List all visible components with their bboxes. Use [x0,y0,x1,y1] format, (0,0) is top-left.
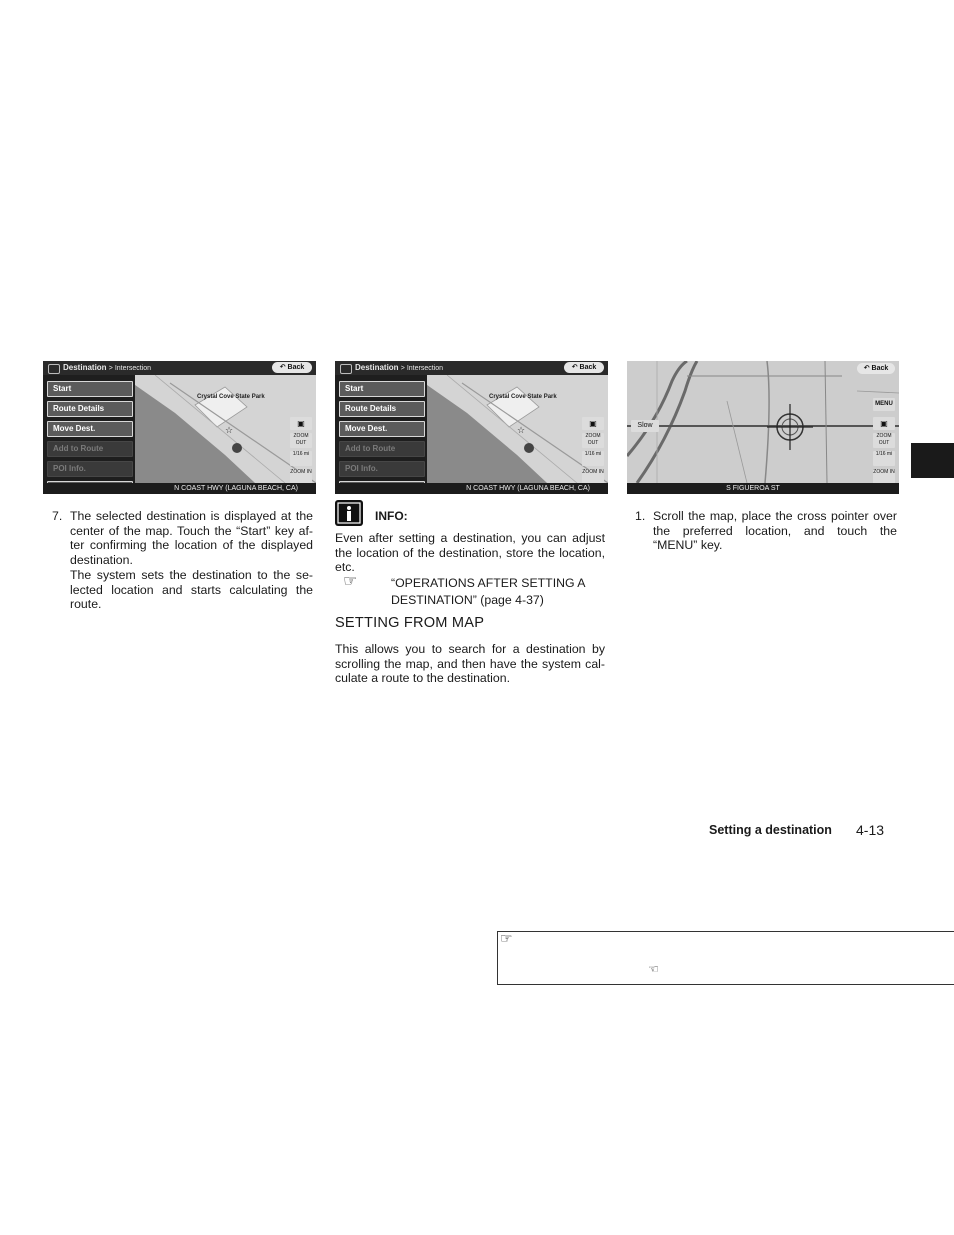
zoom-in-button[interactable]: ZOOM IN [290,469,312,484]
info-heading: INFO: [375,509,408,523]
svg-text:☆: ☆ [517,426,526,436]
pointing-hand-icon: ☜ [648,962,659,976]
street-status: N COAST HWY (LAGUNA BEACH, CA) [43,483,316,494]
menu-button[interactable]: MENU [873,398,895,411]
move-dest-button[interactable]: Move Dest. [339,421,425,437]
zoom-in-button[interactable]: ZOOM IN [873,469,895,484]
svg-text:Crystal Cove State Park: Crystal Cove State Park [197,394,265,400]
reference-hand-icon: ☞ [500,930,513,946]
screenshot-destination-map-2 [335,361,608,494]
street-status: N COAST HWY (LAGUNA BEACH, CA) [335,483,608,494]
map-scale: 1/16 mi [873,451,895,466]
save-icon[interactable]: ▣ [873,417,895,430]
move-dest-button[interactable]: Move Dest. [47,421,133,437]
chapter-tab [911,443,954,478]
map-side-buttons [873,417,895,487]
destination-icon [340,364,352,374]
zoom-out-button[interactable]: ZOOM OUT [582,433,604,448]
map-view[interactable] [627,361,899,483]
step-7-text: The selected destination is displayed at the center of the map. Touch the “Start” key af- ter confirming the location of the displayed destination. [70,509,313,567]
zoom-in-button[interactable]: ZOOM IN [582,469,604,484]
save-icon[interactable]: ▣ [290,417,312,430]
step-1-text: Scroll the map, place the cross pointer over the preferred location, and touch the “MENU” key. [653,509,897,553]
reference-box [497,931,954,985]
add-to-route-button: Add to Route [47,441,133,457]
reference-hand-icon: ☞ [343,573,358,590]
map-side-buttons [582,417,604,487]
map-side-buttons [290,417,312,487]
step-number: 7. [52,509,63,523]
back-button[interactable]: ↶ Back [564,362,604,373]
start-button[interactable]: Start [339,381,425,397]
screenshot-destination-map-1 [43,361,316,494]
map-scale: 1/16 mi [582,451,604,466]
add-to-route-button: Add to Route [339,441,425,457]
route-details-button[interactable]: Route Details [47,401,133,417]
route-details-button[interactable]: Route Details [339,401,425,417]
footer-title: Setting a destination [709,823,832,837]
start-button[interactable]: Start [47,381,133,397]
street-status: S FIGUEROA ST [627,483,899,494]
back-button[interactable]: ↶ Back [857,363,895,374]
map-view[interactable] [427,375,608,483]
screen-title: Destination [63,363,107,372]
screen-title-sub: > Intersection [400,365,444,372]
screen-title-sub: > Intersection [108,365,152,372]
step-number: 1. [635,509,646,523]
svg-text:Crystal Cove State Park: Crystal Cove State Park [489,394,557,400]
poi-info-button: POI Info. [339,461,425,477]
section-text: This allows you to search for a destination by scrolling the map, and then have the system cal- culate a route to the destination. [335,642,605,686]
zoom-out-button[interactable]: ZOOM OUT [290,433,312,448]
page-number: 4-13 [856,822,885,838]
save-icon[interactable]: ▣ [582,417,604,430]
destination-icon [48,364,60,374]
destination-menu [339,381,425,494]
svg-text:☆: ☆ [225,426,234,436]
map-scale: 1/16 mi [290,451,312,466]
step-7-result-text: The system sets the destination to the se- lected location and starts calculating the route. [70,568,313,612]
poi-info-button: POI Info. [47,461,133,477]
info-text: Even after setting a destination, you can adjust the location of the destination, store the location, etc. [335,531,605,575]
slow-button[interactable]: Slow [631,420,659,432]
back-button[interactable]: ↶ Back [272,362,312,373]
section-title: SETTING FROM MAP [335,615,485,631]
screenshot-scroll-map [627,361,899,494]
info-icon [335,500,363,526]
map-view[interactable] [135,375,316,483]
destination-menu [47,381,133,494]
zoom-out-button[interactable]: ZOOM OUT [873,433,895,448]
screen-title: Destination [355,363,399,372]
reference-link[interactable]: “OPERATIONS AFTER SETTING A DESTINATION” (page 4-37) [391,576,585,607]
